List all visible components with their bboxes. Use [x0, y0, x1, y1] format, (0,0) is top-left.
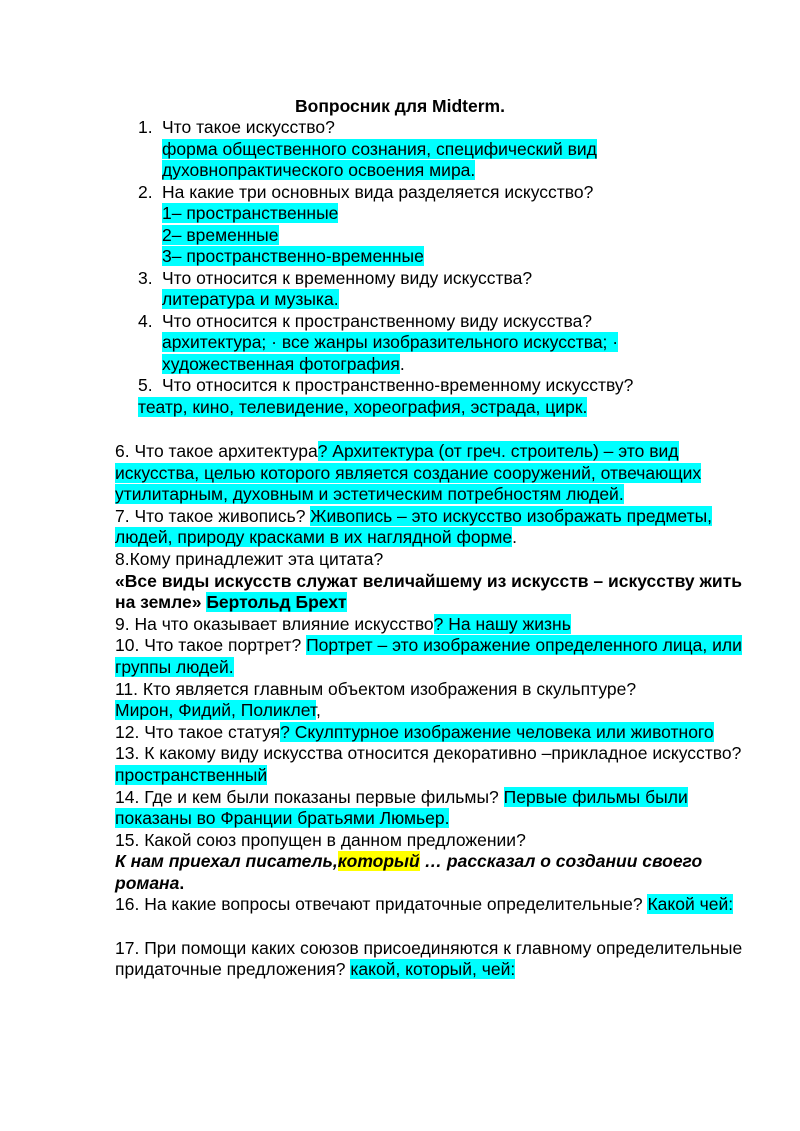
answer-text: какой, который, чей: — [350, 959, 516, 980]
paragraph-q9 — [115, 614, 755, 636]
question-text: 6. Что такое архитектура — [115, 441, 318, 461]
punctuation: . — [179, 872, 185, 893]
paragraph-q12 — [115, 722, 755, 744]
item-number: 1. — [138, 117, 153, 137]
answer-text: литература и музыка. — [162, 289, 339, 309]
answer-text: 1– пространственные — [162, 203, 339, 223]
paragraph-q8 — [115, 549, 755, 571]
punctuation: . — [399, 353, 405, 374]
answer-text: ? На нашу жизнь — [433, 613, 571, 634]
question-text: 16. На какие вопросы отвечают придаточные определительные? — [115, 894, 648, 915]
paragraph-q10 — [115, 635, 755, 678]
question-text: 14. Где и кем были показаны первые фильмы? — [115, 786, 504, 807]
question-text: Что относится к временному виду искусства? — [162, 267, 533, 288]
punctuation: . — [512, 527, 517, 548]
answer-text: ? Архитектура (от греч. строитель) – это вид искусства, целью которого является создание сооружений, отвечающих утилитарным, духовным и эстетическим потребностям людей. — [115, 441, 702, 505]
list-item — [138, 311, 698, 376]
paragraph-sentence — [115, 851, 755, 894]
document-title: Вопросник для Midterm. — [295, 96, 505, 116]
answer-text: Мирон, Фидий, Поликлет — [115, 700, 316, 721]
item-number: 4. — [138, 310, 153, 331]
question-text: Что такое искусство? — [162, 117, 335, 137]
answer-text: пространственный — [115, 764, 268, 785]
sentence-text: К нам приехал писатель, — [115, 851, 338, 872]
paragraph-q16 — [115, 894, 755, 916]
item-number: 2. — [138, 181, 153, 202]
question-text: 12. Что такое статуя — [115, 721, 281, 742]
sentence-text: … рассказал о создании своего романа — [115, 851, 703, 893]
item-number: 3. — [138, 267, 153, 288]
numbered-question-list — [138, 117, 698, 418]
paragraph-q13 — [115, 743, 755, 786]
question-text: 15. Какой союз пропущен в данном предложении? — [115, 829, 526, 850]
quote-text: «Все виды искусств служат величайшему из искусств – искусству жить на земле» — [115, 570, 742, 613]
paragraph-q7 — [115, 506, 755, 549]
question-text: На какие три основных вида разделяется искусство? — [162, 181, 594, 202]
paragraph-q15 — [115, 830, 755, 852]
question-text: 13. К какому виду искусства относится декоративно –прикладное искусство? — [115, 743, 742, 764]
question-text: 9. На что оказывает влияние искусство — [115, 613, 434, 634]
answer-text: Живопись – это искусство изображать предметы, людей, природу красками в их наглядной форме — [115, 505, 713, 548]
answer-text: Первые фильмы были показаны во Франции братьями Люмьер. — [115, 786, 688, 829]
punctuation: , — [315, 700, 321, 721]
item-number: 5. — [138, 375, 153, 395]
paragraph-q6 — [115, 441, 755, 506]
list-item — [138, 268, 698, 311]
paragraph-a11 — [115, 700, 755, 722]
paragraph-q17 — [115, 938, 755, 981]
quote-author: Бертольд Брехт — [206, 592, 347, 613]
answer-text: Портрет – это изображение определенного лица, или группы людей. — [115, 635, 742, 677]
answer-text: художественная фотография — [162, 353, 400, 374]
questions-body — [115, 441, 755, 981]
question-text: 8.Кому принадлежит эта цитата? — [115, 548, 384, 569]
paragraph-q14 — [115, 787, 755, 830]
question-text: Что относится к пространственно-временному искусству? — [162, 375, 634, 395]
question-text: 7. Что такое живопись? — [115, 505, 311, 526]
question-text: 10. Что такое портрет? — [115, 635, 307, 656]
answer-text: 3– пространственно-временные — [162, 246, 424, 266]
answer-text: 2– временные — [162, 224, 279, 245]
question-text: 17. При помощи каких союзов присоединяются к главному определительные придаточные предложения? — [115, 937, 743, 980]
answer-text: духовнопрактического освоения мира. — [162, 160, 476, 180]
question-text: Что относится к пространственному виду искусства? — [162, 310, 593, 331]
question-text: 11. Кто является главным объектом изображения в скульптуре? — [115, 678, 637, 699]
list-item — [138, 117, 698, 182]
answer-text: форма общественного сознания, специфический вид — [162, 138, 597, 159]
paragraph-quote — [115, 571, 755, 614]
answer-text: Какой чей: — [647, 894, 734, 915]
answer-text: архитектура; · все жанры изобразительного искусства; · — [162, 332, 619, 352]
answer-text: ? Скулптурное изображение человека или животного — [280, 721, 714, 742]
blank-line — [115, 916, 755, 938]
highlighted-word: который — [337, 851, 420, 872]
list-item — [138, 375, 698, 418]
list-item — [138, 182, 698, 268]
answer-text: театр, кино, телевидение, хореография, эстрада, цирк. — [138, 396, 588, 417]
paragraph-q11 — [115, 679, 755, 701]
